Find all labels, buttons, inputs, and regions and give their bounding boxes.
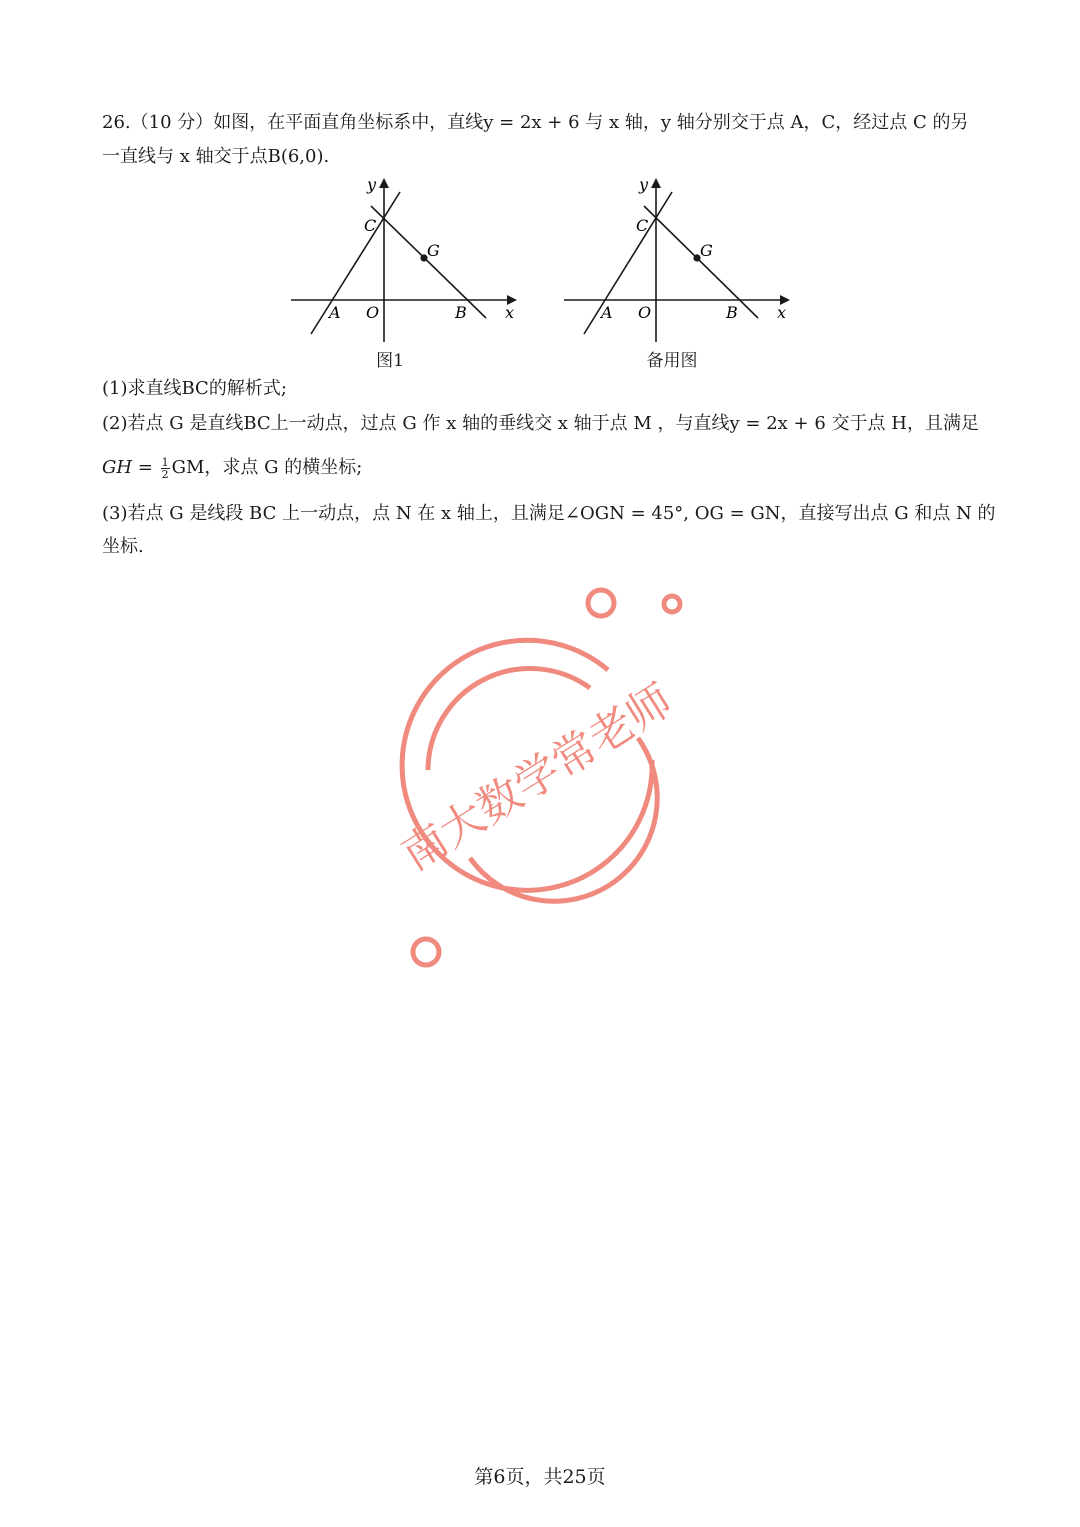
question-2-line-2 (102, 452, 982, 484)
label-G: G (700, 241, 713, 260)
label-O: O (638, 303, 652, 322)
problem-line-1: 26.（10 分）如图，在平面直角坐标系中，直线y = 2x + 6 与 x 轴，y 轴分别交于点 A，C，经过点 C 的另 (102, 112, 969, 133)
label-y: y (367, 175, 377, 194)
watermark-stamp (380, 580, 700, 980)
fraction-denominator: 2 (161, 467, 169, 481)
line-BC (371, 206, 486, 318)
label-C: C (364, 216, 377, 235)
fraction-numerator: 1 (161, 455, 169, 469)
label-O: O (366, 303, 380, 322)
question-3-line-2: 坐标. (102, 536, 144, 557)
watermark-text: 南大数学常老师 (393, 674, 682, 881)
figure-2-caption: 备用图 (646, 351, 698, 371)
equation-gh: GH = (102, 457, 153, 478)
question-1: (1)求直线BC的解析式; (102, 378, 287, 399)
page-footer: 第6页，共25页 (474, 1466, 606, 1488)
figure-1-caption: 图1 (376, 351, 404, 371)
label-G: G (427, 241, 440, 260)
figure-2 (558, 172, 798, 342)
line-AC (584, 192, 672, 334)
fraction-half (161, 457, 170, 480)
label-B: B (726, 303, 738, 322)
figure-1 (285, 172, 525, 342)
label-y: y (639, 175, 649, 194)
y-axis-arrow (651, 178, 661, 188)
label-B: B (455, 303, 467, 322)
label-A: A (329, 303, 341, 322)
question-2-line-1: (2)若点 G 是直线BC上一动点，过点 G 作 x 轴的垂线交 x 轴于点 M ，与直线y = 2x + 6 交于点 H，且满足 (102, 413, 979, 434)
label-x: x (505, 303, 515, 322)
question-3-line-1: (3)若点 G 是线段 BC 上一动点，点 N 在 x 轴上，且满足∠OGN = 45°, OG = GN，直接写出点 G 和点 N 的 (102, 503, 996, 524)
label-C: C (636, 216, 649, 235)
line-AC (311, 192, 400, 334)
problem-line-2: 一直线与 x 轴交于点B(6,0). (102, 146, 330, 167)
label-A: A (601, 303, 613, 322)
question-2-tail: GM，求点 G 的横坐标; (171, 457, 363, 478)
y-axis-arrow (379, 178, 389, 188)
label-x: x (777, 303, 787, 322)
line-BC (644, 206, 758, 318)
